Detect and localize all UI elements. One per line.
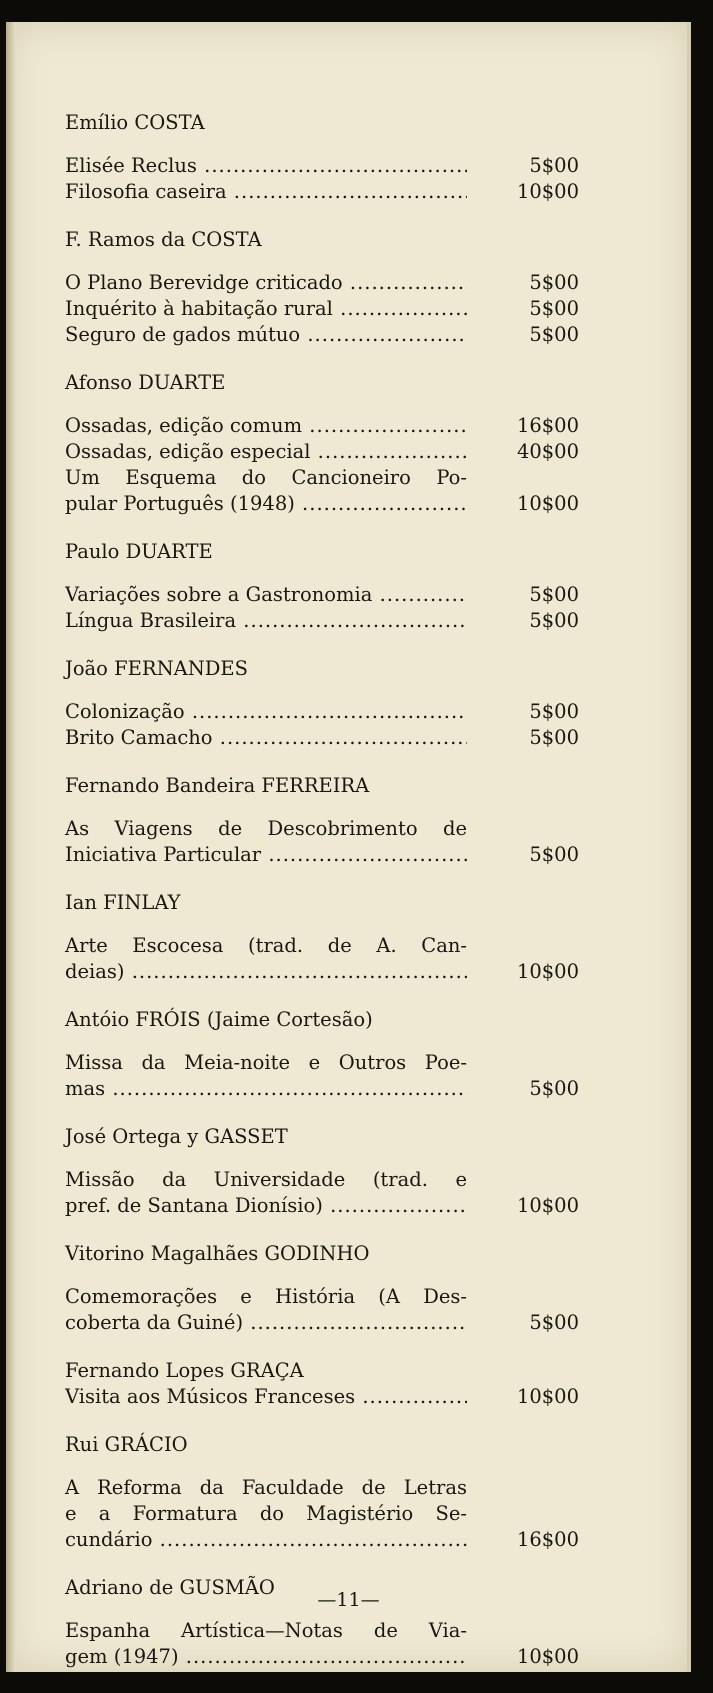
book-title-line: A Reforma da Faculdade de Letras [65, 1476, 467, 1499]
author-name: Ian FINLAY [65, 891, 181, 914]
book-title-line: coberta da Guiné) ..... [65, 1310, 467, 1336]
book-price: 5$00 [529, 726, 579, 749]
book-title-price-row [65, 842, 638, 868]
book-price: 5$00 [529, 609, 579, 632]
book-title-line: Ossadas, edição especial ..... [65, 439, 467, 465]
book-title-price-row [65, 179, 638, 205]
book-price: 5$00 [529, 271, 579, 294]
author-section [65, 370, 638, 517]
author-section [65, 227, 638, 348]
book-title-line: gem (1947) ..... [65, 1644, 467, 1670]
book-title-price-row [65, 270, 638, 296]
book-entry [65, 1475, 638, 1553]
book-price: 5$00 [529, 297, 579, 320]
author-name: José Ortega y GASSET [65, 1125, 288, 1148]
book-entry [65, 322, 638, 348]
book-title-line: Visita aos Músicos Franceses ..... [65, 1384, 467, 1410]
book-title-price-row [65, 959, 638, 985]
book-entry [65, 439, 638, 465]
author-section [65, 1124, 638, 1219]
book-price: 5$00 [529, 583, 579, 606]
book-entry [65, 153, 638, 179]
book-price: 40$00 [516, 440, 579, 463]
book-title-line: Filosofia caseira ..... [65, 179, 467, 205]
book-price: 5$00 [529, 1077, 579, 1100]
page-number: —11— [317, 1589, 380, 1611]
author-name: Rui GRÁCIO [65, 1433, 188, 1456]
book-title-line: mas ..... [65, 1076, 467, 1102]
book-entry [65, 179, 638, 205]
author-section [65, 773, 638, 868]
book-title-price-row [65, 413, 638, 439]
book-entry [65, 1284, 638, 1336]
book-price: 5$00 [529, 154, 579, 177]
book-title-line: e a Formatura do Magistério Se- [65, 1502, 467, 1525]
book-price: 5$00 [529, 323, 579, 346]
book-entry [65, 582, 638, 608]
book-price: 10$00 [516, 180, 579, 203]
book-title-line: Iniciativa Particular ..... [65, 842, 467, 868]
book-entry [65, 1050, 638, 1102]
book-entry [65, 1167, 638, 1219]
author-name: Antóio FRÓIS (Jaime Cortesão) [65, 1008, 373, 1031]
author-name: F. Ramos da COSTA [65, 228, 262, 251]
book-title-price-row [65, 439, 638, 465]
book-title-line: deias) ..... [65, 959, 467, 985]
book-entry [65, 1384, 638, 1410]
book-entry [65, 270, 638, 296]
author-section [65, 1241, 638, 1336]
book-title-line: Seguro de gados mútuo ..... [65, 322, 467, 348]
book-title-price-row [65, 1644, 638, 1670]
book-title-price-row [65, 296, 638, 322]
author-name: Vitorino Magalhães GODINHO [65, 1242, 370, 1265]
book-title-line: Inquérito à habitação rural ..... [65, 296, 467, 322]
book-entry [65, 465, 638, 517]
author-section [65, 539, 638, 634]
book-price: 5$00 [529, 843, 579, 866]
book-price: 10$00 [516, 1645, 579, 1668]
book-title-line: Espanha Artística—Notas de Via- [65, 1619, 467, 1642]
book-entry [65, 1618, 638, 1670]
author-section [65, 1007, 638, 1102]
page-binding-edge [6, 22, 16, 1672]
book-title-line: pular Português (1948) ..... [65, 491, 467, 517]
book-title-line: Missa da Meia-noite e Outros Poe- [65, 1051, 467, 1074]
author-name: Emílio COSTA [65, 111, 205, 134]
author-section [65, 1358, 638, 1410]
book-title-line: Brito Camacho ..... [65, 725, 467, 751]
book-entry [65, 933, 638, 985]
book-title-line: Comemorações e História (A Des- [65, 1285, 467, 1308]
author-name: João FERNANDES [65, 657, 249, 680]
author-name: Afonso DUARTE [65, 371, 226, 394]
author-name: Fernando Lopes GRAÇA [65, 1359, 304, 1382]
author-name: Fernando Bandeira FERREIRA [65, 774, 370, 797]
book-title-price-row [65, 608, 638, 634]
book-entry [65, 725, 638, 751]
book-title-line: Variações sobre a Gastronomia ..... [65, 582, 467, 608]
author-section [65, 1432, 638, 1553]
book-price-list [65, 110, 638, 1692]
book-entry [65, 608, 638, 634]
book-title-line: Colonização ..... [65, 699, 467, 725]
book-title-line: Ossadas, edição comum ..... [65, 413, 467, 439]
book-price: 16$00 [516, 414, 579, 437]
book-title-price-row [65, 725, 638, 751]
book-entry [65, 816, 638, 868]
book-title-price-row [65, 1193, 638, 1219]
book-title-price-row [65, 1527, 638, 1553]
book-title-price-row [65, 491, 638, 517]
book-title-line: Um Esquema do Cancioneiro Po- [65, 466, 467, 489]
book-title-line: Língua Brasileira ..... [65, 608, 467, 634]
book-title-line: pref. de Santana Dionísio) ..... [65, 1193, 467, 1219]
book-price: 5$00 [529, 1311, 579, 1334]
book-title-line: cundário ..... [65, 1527, 467, 1553]
book-title-price-row [65, 699, 638, 725]
author-section [65, 656, 638, 751]
book-title-price-row [65, 1076, 638, 1102]
book-title-price-row [65, 322, 638, 348]
author-section [65, 110, 638, 205]
author-name: Adriano de GUSMÃO [65, 1576, 275, 1599]
book-title-line: As Viagens de Descobrimento de [65, 817, 467, 840]
book-price: 5$00 [529, 700, 579, 723]
author-name: Paulo DUARTE [65, 540, 213, 563]
book-title-line: Arte Escocesa (trad. de A. Can- [65, 934, 467, 957]
book-title-price-row [65, 582, 638, 608]
book-title-price-row [65, 153, 638, 179]
book-price: 16$00 [516, 1528, 579, 1551]
book-entry [65, 413, 638, 439]
book-price: 10$00 [516, 1194, 579, 1217]
book-entry [65, 296, 638, 322]
author-section [65, 890, 638, 985]
book-price: 10$00 [516, 1385, 579, 1408]
catalog-page [6, 22, 691, 1672]
book-title-line: O Plano Berevidge criticado ..... [65, 270, 467, 296]
book-price: 10$00 [516, 492, 579, 515]
book-entry [65, 699, 638, 725]
book-title-price-row [65, 1384, 638, 1410]
book-title-price-row [65, 1310, 638, 1336]
book-title-line: Elisée Reclus ..... [65, 153, 467, 179]
page-right-edge [687, 22, 691, 1672]
book-title-line: Missão da Universidade (trad. e [65, 1168, 467, 1191]
book-price: 10$00 [516, 960, 579, 983]
